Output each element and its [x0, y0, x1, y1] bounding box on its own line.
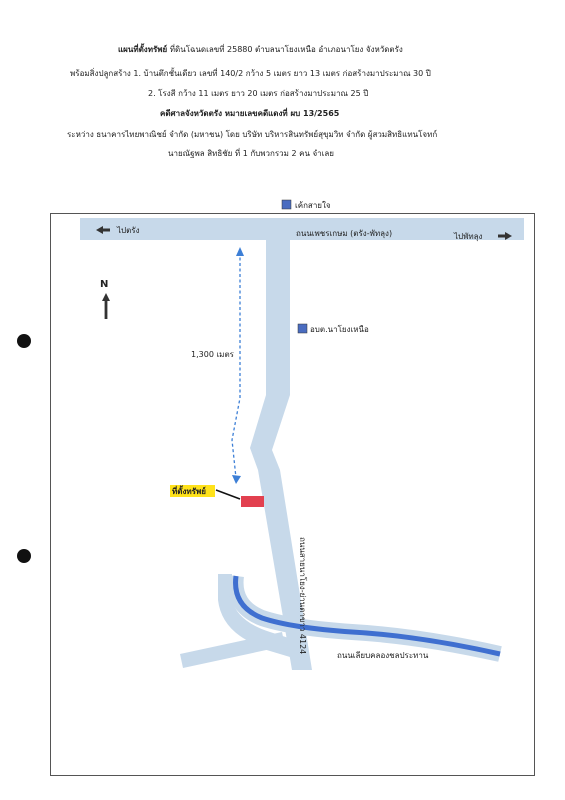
header-line-6: นายณัฐพล สิทธิชัย ที่ 1 กับพวกรวม 2 คน จำเลย	[168, 149, 334, 158]
label-to-phatthalung: ไปพัทลุง	[454, 232, 483, 241]
label-vertical-road: ถนนสายนาโยง-ย่านตาขาว 4124	[298, 537, 307, 655]
label-to-trang: ไปตรัง	[117, 226, 140, 235]
label-north: N	[100, 279, 109, 290]
header-line-3: 2. โรงสี กว้าง 11 เมตร ยาว 20 เมตร ก่อสร้างมาประมาณ 25 ปี	[148, 89, 369, 98]
header-title-rest: ที่ดินโฉนดเลขที่ 25880 ตำบลนาโยงเหนือ อำเภอนาโยง จังหวัดตรัง	[169, 45, 403, 54]
landmark-square-icon	[282, 200, 291, 209]
header-line-5: ระหว่าง ธนาคารไทยพาณิชย์ จำกัด (มหาชน) โดย บริษัท บริหารสินทรัพย์สุขุมวิท จำกัด ผู้สวมสิทธิแทนโจทก์	[67, 130, 438, 139]
header-line-2: พร้อมสิ่งปลูกสร้าง 1. บ้านตึกชั้นเดียว เลขที่ 140/2 กว้าง 5 เมตร ยาว 13 เมตร ก่อสร้างมาประมาณ 30 ปี	[70, 69, 431, 78]
dashed-arrow-up-icon	[236, 247, 244, 256]
distance-dashed-line	[232, 252, 240, 478]
property-pointer-line	[216, 490, 240, 499]
landmark-square-icon	[298, 324, 307, 333]
dashed-arrow-down-icon	[232, 475, 241, 484]
label-landmark-top: เค้กสายใจ	[295, 201, 331, 210]
label-property: ที่ตั้งทรัพย์	[172, 487, 206, 496]
label-distance: 1,300 เมตร	[191, 350, 234, 359]
label-main-road: ถนนเพชรเกษม (ตรัง-พัทลุง)	[296, 229, 393, 238]
header-line-4: คดีศาลจังหวัดตรัง หมายเลขคดีแดงที่ ผบ 13/2565	[160, 109, 340, 118]
header-title: แผนที่ตั้งทรัพย์	[118, 45, 168, 54]
label-canal-road: ถนนเลียบคลองชลประทาน	[337, 651, 429, 660]
north-arrow-icon	[102, 293, 110, 319]
property-marker	[241, 496, 264, 507]
label-landmark-mid: อบต.นาโยงเหนือ	[310, 325, 369, 334]
